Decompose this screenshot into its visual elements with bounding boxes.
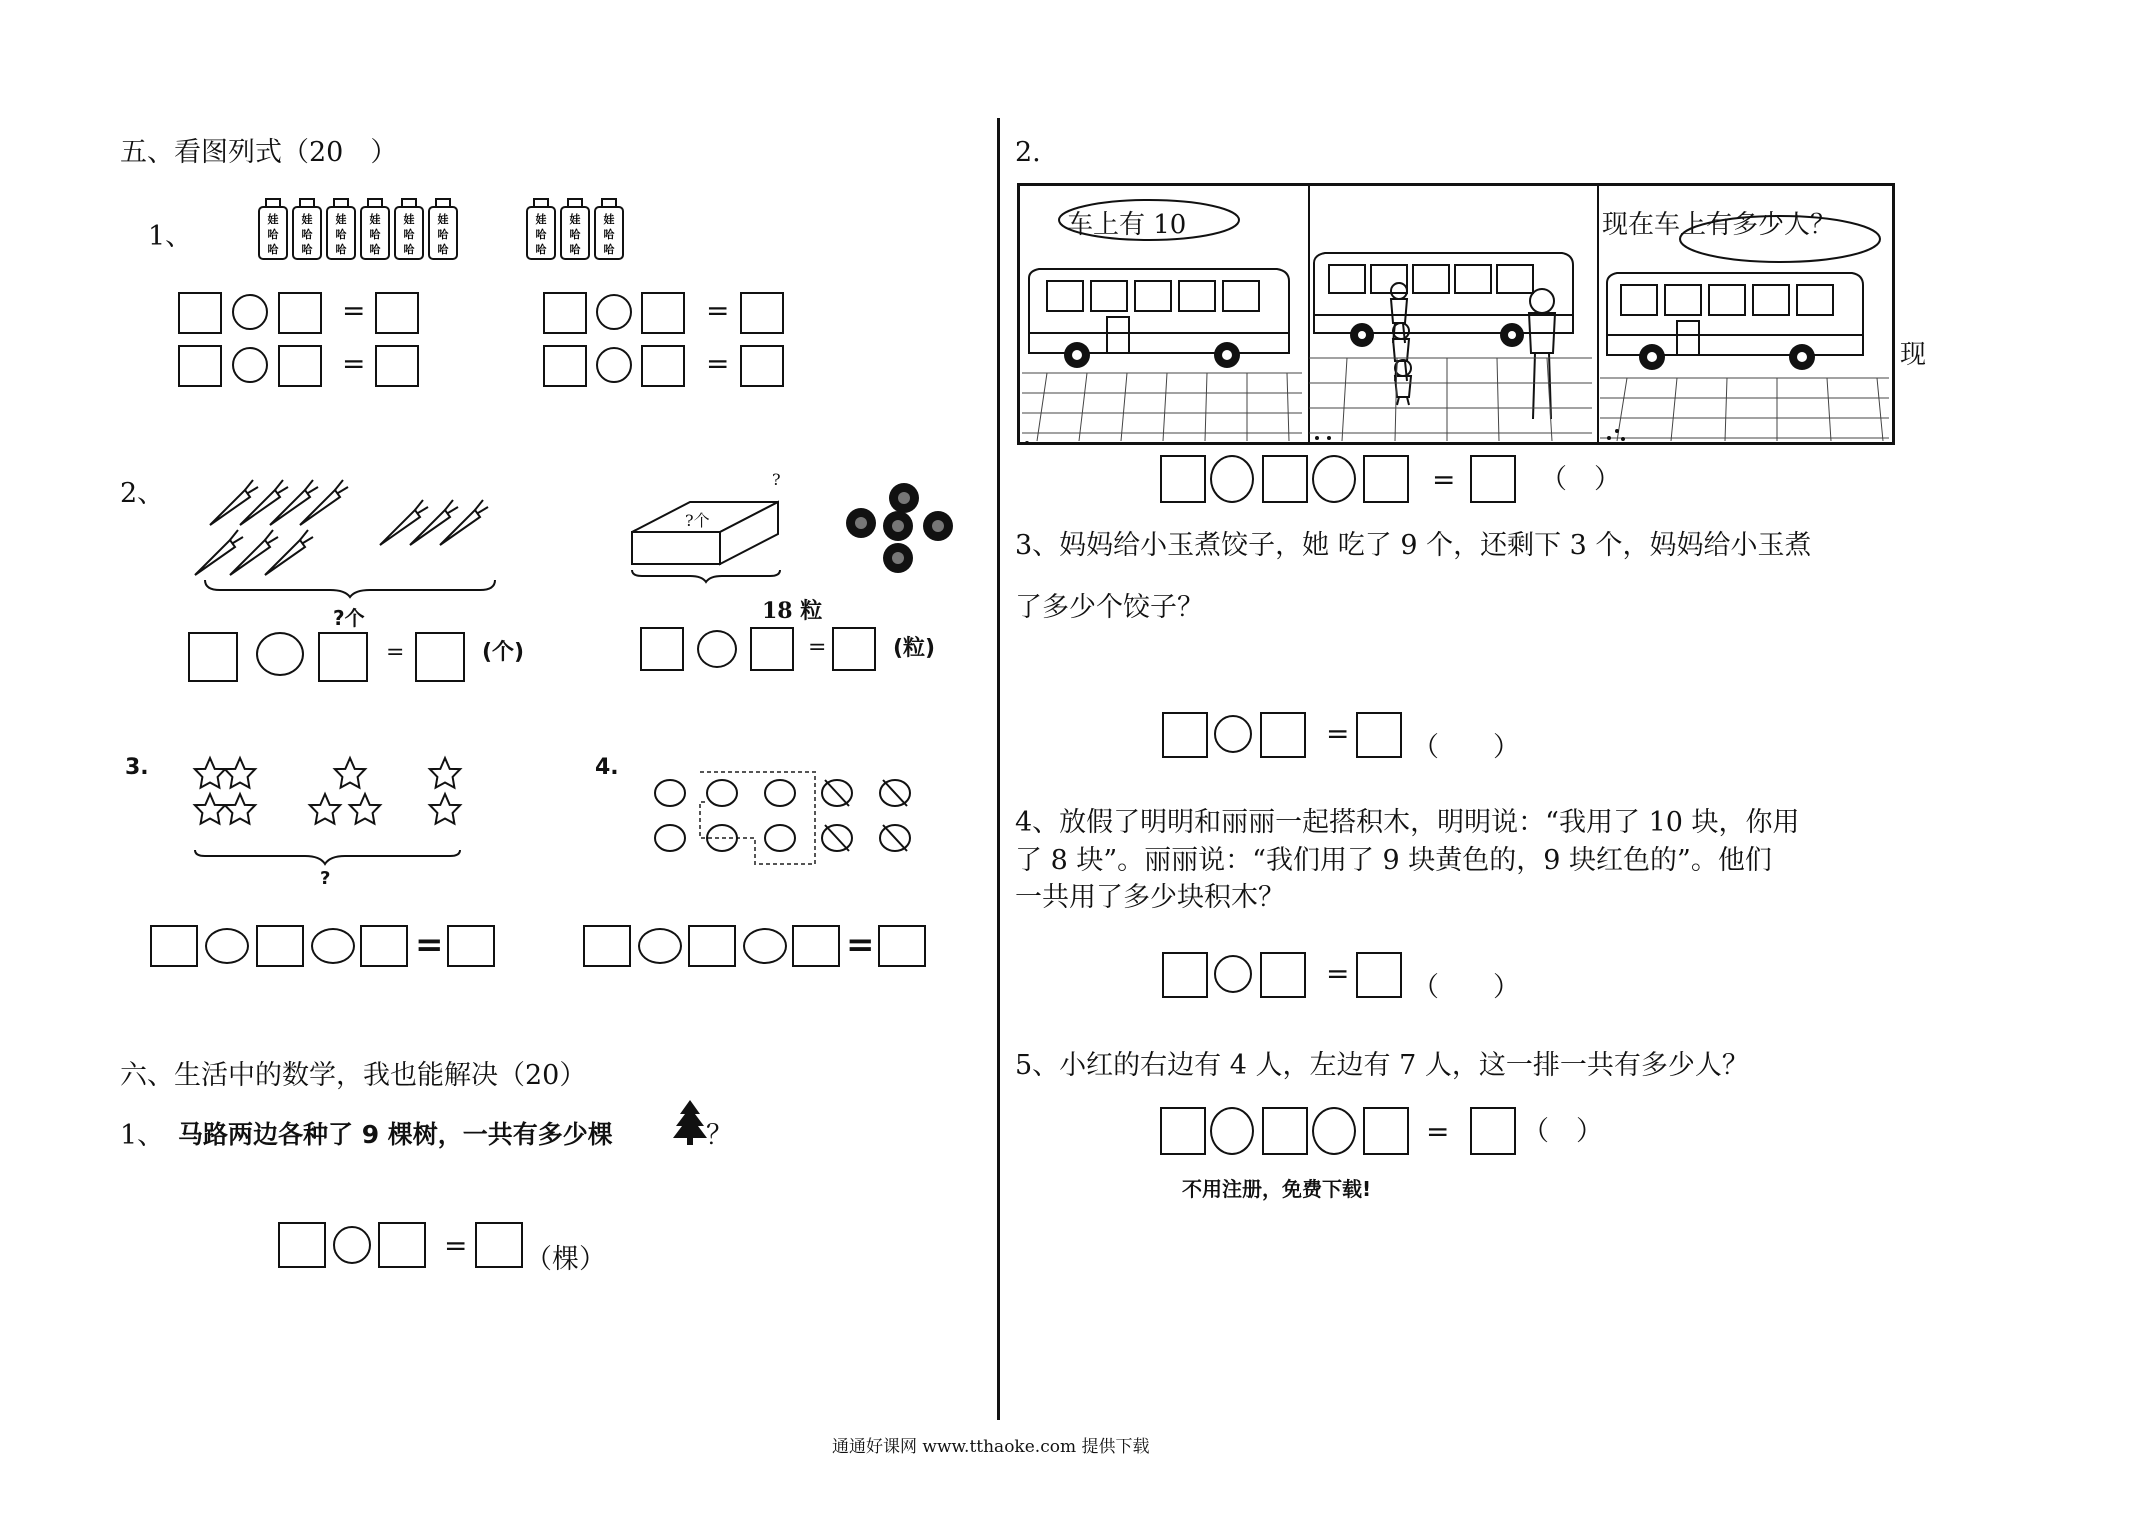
operator-circle[interactable] <box>1312 455 1356 503</box>
section6-title: 六、生活中的数学，我也能解决（20） <box>120 1060 587 1091</box>
answer-box[interactable] <box>375 345 419 387</box>
answer-box[interactable] <box>475 1222 523 1268</box>
q2-label: 2、 <box>120 478 165 509</box>
equals-sign: = <box>706 294 730 327</box>
operator-circle[interactable] <box>697 630 737 668</box>
equals-sign: = <box>415 925 444 965</box>
answer-box[interactable] <box>740 345 784 387</box>
answer-box[interactable] <box>415 632 465 682</box>
operator-circle[interactable] <box>205 928 249 964</box>
operator-circle[interactable] <box>311 928 355 964</box>
gift-box-label: ?个 <box>685 511 710 530</box>
operator-circle[interactable] <box>596 347 632 383</box>
equals-sign: = <box>342 347 366 380</box>
answer-parens[interactable]: （ ） <box>1522 1116 1603 1147</box>
operator-circle[interactable] <box>333 1226 371 1264</box>
black-beads-illustration <box>826 478 956 578</box>
svg-text:哈: 哈 <box>603 228 615 241</box>
operator-circle[interactable] <box>596 294 632 330</box>
operator-circle[interactable] <box>232 294 268 330</box>
svg-text:哈: 哈 <box>535 228 547 241</box>
answer-box[interactable] <box>1356 952 1402 998</box>
panel1-speech-text: 车上有 10 <box>1067 210 1187 240</box>
equals-sign: = <box>1326 717 1350 750</box>
answer-box[interactable] <box>641 345 685 387</box>
answer-box[interactable] <box>150 925 198 967</box>
circles-illustration <box>650 768 930 868</box>
answer-box[interactable] <box>1262 1107 1308 1155</box>
svg-text:哈: 哈 <box>535 243 547 256</box>
svg-text:哈: 哈 <box>301 243 313 256</box>
answer-box[interactable] <box>1363 455 1409 503</box>
tree-icon <box>672 1098 708 1146</box>
answer-parens[interactable]: （ ） <box>1412 972 1520 1003</box>
svg-text:哈: 哈 <box>369 243 381 256</box>
svg-text:娃: 娃 <box>301 213 313 226</box>
bottle-icon <box>592 197 626 261</box>
equals-sign: = <box>808 635 827 660</box>
answer-parens[interactable]: （ ） <box>1412 732 1520 763</box>
q3-label: 3. <box>125 755 149 780</box>
grain-brace-label: 18 粒 <box>762 598 823 624</box>
answer-box[interactable] <box>688 925 736 967</box>
answer-box[interactable] <box>188 632 238 682</box>
right-q2-label: 2. <box>1015 137 1041 168</box>
carrot-brace-label: ?个 <box>333 606 365 630</box>
equals-sign: = <box>1426 1115 1450 1148</box>
answer-box[interactable] <box>1160 455 1206 503</box>
svg-text:哈: 哈 <box>267 243 279 256</box>
answer-box[interactable] <box>178 292 222 334</box>
equals-sign: = <box>1326 957 1350 990</box>
svg-text:哈: 哈 <box>335 243 347 256</box>
equals-sign: = <box>706 347 730 380</box>
svg-text:哈: 哈 <box>437 228 449 241</box>
answer-box[interactable] <box>543 292 587 334</box>
answer-box[interactable] <box>278 292 322 334</box>
answer-box[interactable] <box>543 345 587 387</box>
equals-sign: = <box>386 640 405 665</box>
section5-title: 五、看图列式（20 ） <box>120 137 398 168</box>
answer-box[interactable] <box>641 292 685 334</box>
equals-sign: = <box>1432 463 1456 496</box>
answer-box[interactable] <box>1470 455 1516 503</box>
operator-circle[interactable] <box>1214 955 1252 993</box>
answer-box[interactable] <box>1260 952 1306 998</box>
answer-box[interactable] <box>1363 1107 1409 1155</box>
answer-box[interactable] <box>1260 712 1306 758</box>
answer-box[interactable] <box>375 292 419 334</box>
svg-text:哈: 哈 <box>403 243 415 256</box>
answer-box[interactable] <box>740 292 784 334</box>
answer-box[interactable] <box>1162 952 1208 998</box>
answer-parens[interactable]: （ ） <box>1540 464 1621 495</box>
answer-box[interactable] <box>178 345 222 387</box>
bottle-icon <box>558 197 592 261</box>
unit-label: （棵） <box>525 1244 606 1275</box>
svg-text:娃: 娃 <box>369 213 381 226</box>
equals-sign: = <box>342 294 366 327</box>
right-q5-line1: 5、小红的右边有 4 人，左边有 7 人，这一排一共有多少人？ <box>1015 1050 1749 1081</box>
answer-box[interactable] <box>750 627 794 671</box>
equals-sign: = <box>846 925 875 965</box>
answer-box[interactable] <box>278 1222 326 1268</box>
svg-text:哈: 哈 <box>267 228 279 241</box>
right-q4-line3: 一共用了多少块积木？ <box>1015 882 1285 913</box>
bottle-icon <box>426 197 460 261</box>
answer-box[interactable] <box>1160 1107 1206 1155</box>
answer-box[interactable] <box>256 925 304 967</box>
operator-circle[interactable] <box>1210 455 1254 503</box>
gift-box-question-mark: ? <box>772 470 781 489</box>
stars-illustration <box>190 752 480 884</box>
svg-text:哈: 哈 <box>335 228 347 241</box>
answer-box[interactable] <box>318 632 368 682</box>
bottle-icon <box>256 197 290 261</box>
answer-box[interactable] <box>378 1222 426 1268</box>
bottle-icon <box>290 197 324 261</box>
svg-text:哈: 哈 <box>569 228 581 241</box>
footer-credit: 通通好课网 www.tthaoke.com 提供下载 <box>832 1437 1150 1457</box>
operator-circle[interactable] <box>1312 1107 1356 1155</box>
answer-box[interactable] <box>792 925 840 967</box>
answer-box[interactable] <box>1470 1107 1516 1155</box>
svg-text:哈: 哈 <box>403 228 415 241</box>
svg-text:娃: 娃 <box>603 213 615 226</box>
s6-q1-label: 1、 <box>120 1120 165 1151</box>
answer-box[interactable] <box>1162 712 1208 758</box>
equals-sign: = <box>444 1229 468 1262</box>
operator-circle[interactable] <box>638 928 682 964</box>
svg-text:娃: 娃 <box>267 213 279 226</box>
svg-text:娃: 娃 <box>335 213 347 226</box>
column-divider <box>997 118 1000 1420</box>
q4-label: 4. <box>595 755 619 780</box>
operator-circle[interactable] <box>1214 715 1252 753</box>
answer-box[interactable] <box>878 925 926 967</box>
svg-text:娃: 娃 <box>437 213 449 226</box>
bottle-icon <box>392 197 426 261</box>
operator-circle[interactable] <box>232 347 268 383</box>
svg-text:哈: 哈 <box>369 228 381 241</box>
svg-text:哈: 哈 <box>603 243 615 256</box>
answer-box[interactable] <box>1262 455 1308 503</box>
carrots-illustration <box>190 465 510 600</box>
q1-label: 1、 <box>148 221 193 252</box>
panel3-speech-text: 现在车上有多少人？ <box>1602 210 1837 240</box>
side-character: 现 <box>1900 340 1927 370</box>
svg-text:哈: 哈 <box>437 243 449 256</box>
operator-circle[interactable] <box>1210 1107 1254 1155</box>
q3-brace-label: ? <box>320 868 331 889</box>
answer-box[interactable] <box>640 627 684 671</box>
right-q4-line1: 4、放假了明明和丽丽一起搭积木，明明说：“我用了 10 块，你用 <box>1015 807 1800 838</box>
unit-label: (粒) <box>893 636 936 661</box>
unit-label: (个) <box>482 640 525 665</box>
s6-q1-question-mark: ？ <box>706 1120 733 1151</box>
answer-box[interactable] <box>360 925 408 967</box>
right-q3-line2: 了多少个饺子？ <box>1015 592 1204 623</box>
svg-text:哈: 哈 <box>569 243 581 256</box>
svg-text:哈: 哈 <box>301 228 313 241</box>
bottle-icon <box>324 197 358 261</box>
answer-box[interactable] <box>832 627 876 671</box>
free-download-note: 不用注册，免费下载! <box>1182 1177 1372 1201</box>
s6-q1-text: 马路两边各种了 9 棵树，一共有多少棵 <box>178 1120 613 1149</box>
right-q4-line2: 了 8 块”。丽丽说：“我们用了 9 块黄色的，9 块红色的”。他们 <box>1015 845 1772 876</box>
operator-circle[interactable] <box>256 632 304 676</box>
right-q3-line1: 3、妈妈给小玉煮饺子，她 吃了 9 个，还剩下 3 个，妈妈给小玉煮 <box>1015 530 1812 561</box>
bottle-icon <box>524 197 558 261</box>
svg-text:娃: 娃 <box>569 213 581 226</box>
svg-text:娃: 娃 <box>403 213 415 226</box>
answer-box[interactable] <box>447 925 495 967</box>
answer-box[interactable] <box>1356 712 1402 758</box>
operator-circle[interactable] <box>743 928 787 964</box>
bottle-icon <box>358 197 392 261</box>
answer-box[interactable] <box>583 925 631 967</box>
answer-box[interactable] <box>278 345 322 387</box>
svg-text:娃: 娃 <box>535 213 547 226</box>
